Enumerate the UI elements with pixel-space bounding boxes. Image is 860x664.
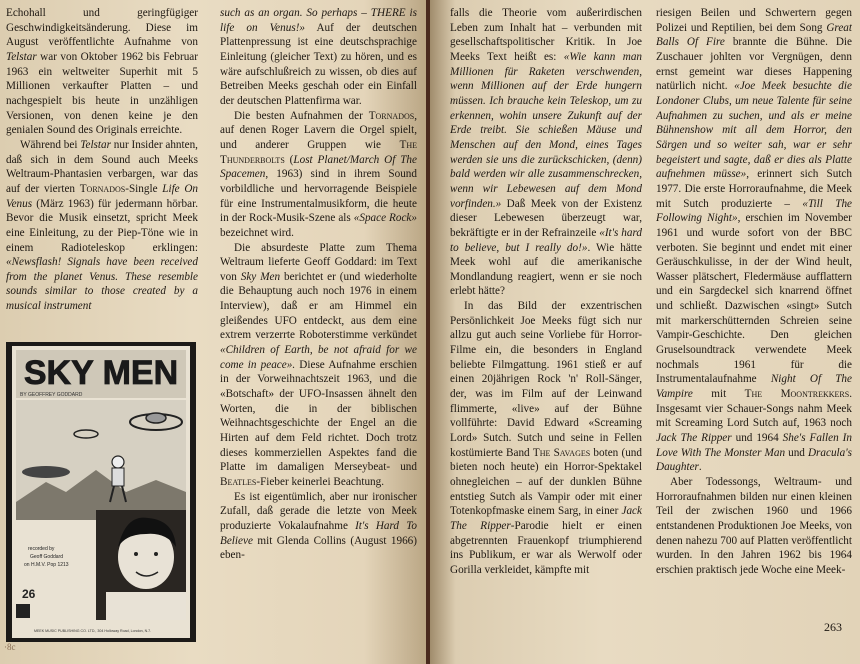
artist-caption: Geoff Goddard <box>30 554 63 560</box>
margin-mark: ·8c <box>4 642 16 652</box>
song-title: Great Balls Of Fire <box>656 21 852 49</box>
band-name: Tornados <box>79 182 126 195</box>
song-title: Telstar <box>6 50 37 63</box>
paragraph <box>220 109 417 241</box>
quote: «Joe Meek besuchte die Londoner Clubs, um neue Talente für seine Aufnahmen zu suchen, und als er meine Bühnenshow mit all dem Horror, den Särgen und so weiter sah, war er sehr begeistert und sagte, daß er dies als Platte aufnehmen müsse» <box>656 80 852 181</box>
text-run: Die besten Aufnahmen der <box>234 109 369 122</box>
page-number: 263 <box>824 620 842 634</box>
text-run: Die absurdeste Platte zum Thema Weltraum lieferte Geoff Goddard: im Text von <box>220 241 417 283</box>
song-title: She's Fallen In Love With The Monster Man <box>656 432 852 459</box>
text-run: -Fieber keinerlei Beachtung. <box>256 476 385 488</box>
paragraph <box>220 490 417 563</box>
right-column-2 <box>656 6 852 616</box>
song-title: Telstar <box>80 138 111 151</box>
right-page <box>430 0 860 664</box>
text-run: Es ist eigentümlich, aber nur ironischer Zufall, daß gerade die letzte von Meek produzierte Vokalaufnahme <box>220 490 417 532</box>
text-run: und 1964 <box>731 432 783 445</box>
band-name: Beatles <box>220 476 257 488</box>
band-name: The Thunderbolts <box>220 138 417 166</box>
text-run: riesigen Beilen und Schwertern gegen Polizei und Reptilien, bei dem Song <box>656 7 852 34</box>
portrait-shirt <box>106 592 186 620</box>
text-run: nur Insider ahnten, daß sich in dem Sound auch Meeks Weltraum-Phantasien verbargen, war das auf der vierten <box>6 138 198 195</box>
text-run: , 1963) sind in ihrem Sound vorbildliche und hervorragende Beispiele für eine Instrumentalmusikform, die heute in der Rock-Musik-Szene als <box>220 168 417 225</box>
paragraph <box>450 299 642 577</box>
recorded-by-caption: recorded by <box>28 546 55 552</box>
text-run: . <box>698 461 702 474</box>
sheet-title: SKY MEN <box>23 354 179 392</box>
song-title: It's Hard To Believe <box>220 519 417 547</box>
paragraph <box>450 6 642 299</box>
song-title: Sky Men <box>240 270 281 283</box>
paragraph <box>656 6 852 475</box>
genre-name: «Space Rock» <box>353 212 417 225</box>
comic-drawing <box>6 342 196 642</box>
sheet-byline: BY GEOFFREY GODDARD <box>20 392 83 398</box>
sky-men-sheet-music-image <box>6 342 196 642</box>
publisher-footer: MEEK MUSIC PUBLISHING CO. LTD., 304 Holloway Road, London, N.7. <box>34 629 152 633</box>
text-run: , erschien im November 1961 und wurde sofort von der BBC verboten. Sie beginnt und endet mit einer Geräuschkulisse, in der der Wind heult, Wasser plätschert, Fledermäuse aufflattern und ein Sargdeckel sich knarrend öffnet und schließt. Dazwischen «singt» Sutch mit markerschütternden Schreien seine Vampir-Geschichte. Den gleichen Gruselsoundtrack verwendete Meek nochmals 1961 für die Instrumentalaufnahme <box>656 212 852 386</box>
paragraph <box>6 138 198 314</box>
paragraph <box>220 241 417 490</box>
lake-shape <box>22 466 70 478</box>
ufo-dome <box>146 413 166 423</box>
text-run: , auf denen Roger Lavern die Orgel spielt, und anderer Gruppen wie <box>220 109 417 151</box>
text-run: Auf der deutschen Plattenpressung ist eine deutschsprachige Einleitung (gleicher Text) zu hören, und es wäre aufschlußreich zu wissen, ob dies auf Betreiben Meeks geschah oder ein Einfall der deutschen Plattenfirma war. <box>220 21 417 107</box>
band-name: Tornados <box>368 109 415 122</box>
paragraph <box>220 6 417 109</box>
portrait-eye <box>154 552 158 556</box>
text-run: bezeichnet wird. <box>220 226 294 239</box>
quote: «Children of Earth, be not afraid for we come in peace». <box>220 344 417 371</box>
paragraph <box>6 6 198 138</box>
text-run: brannte die Bühne. Die Zuschauer johlten vor Vergnügen, denn ernst gemeint war dieses Happening natürlich nicht. <box>656 36 852 93</box>
text-run: Echohall und geringfügiger Geschwindigkeitsänderung. Diese im August veröffentlichte Aufnahme von <box>6 7 198 49</box>
portrait-eye <box>134 552 138 556</box>
left-column-1 <box>6 6 198 342</box>
text-run: In das Bild der exzentrischen Persönlichkeit Joe Meeks fügt sich nur allzu gut auch seine Vorliebe für Horror-Filme ein, die besonders in England beliebte Filmgattung. 1961 stieß er auf einen 20jährigen Rock 'n' Roll-Sänger, der, was im Film auf der Leinwand flimmerte, «live» auf der Bühne vollführte: David Edward «Screaming Lord» Sutch. Sutch und seine in Fellen kostümierte Band <box>450 300 642 459</box>
left-column-2 <box>220 6 417 654</box>
text-run: ( <box>284 153 294 166</box>
text-run: (März 1963) für jedermann hörbar. Bevor die Musik einsetzt, spricht Meek eine Einleitung, zu der Piep-Töne wie in einem Radioteleskop erklingen: <box>6 197 198 254</box>
text-run: mit <box>692 388 745 401</box>
text-run: falls die Theorie vom außerirdischen Leben zum Inhalt hat – verbunden mit gesellschaftspolitischer Kritik. In Joe Meeks Text heißt es: <box>450 7 642 63</box>
song-title: Jack The Ripper <box>450 505 642 532</box>
astronaut-helmet <box>112 456 124 468</box>
text-run: boten (und bieten noch heute) ein Horror-Spektakel ohnegleichen – auf der dunklen Bühne entstieg Sutch als Vampir oder mit einer Totenkopfmaske einem Sarg, in einer <box>450 446 642 518</box>
sheet-number: 26 <box>22 587 36 601</box>
quote: «Wie kann man Millionen für Raketen verschwenden, wenn Millionen auf der Erde hungern müssen. Ich brauche kein Teleskop, um zu erkennen, wohin unsere Zukunft auf der Erde treibt. Sie schießen Mäuse und Menschen auf den Mond, eines Tages werden sie uns die zurückschicken, (denn) bald werden wir alle zusammenschrecken, wenn wir Lebewesen auf dem Mond vorfinden.» <box>450 50 642 210</box>
song-title: Jack The Ripper <box>656 432 732 445</box>
label-caption: on H.M.V. Pop 1213 <box>24 562 69 568</box>
text-run: . Wie hätte Meek wohl auf die amerikanische Mondlandung reagiert, wenn er sie noch erlebt hätte? <box>450 241 642 298</box>
text-run: -Parodie hielt er einen abgetrennten Frauenkopf triumphierend ins Publikum, er war als Werwolf oder Gorilla verkleidet, kämpfte mit <box>450 519 642 576</box>
song-title: Dracula's Daughter <box>656 446 852 474</box>
left-page <box>0 0 428 664</box>
song-title: «Till The Following Night» <box>656 197 852 225</box>
band-name: The Moontrekkers <box>744 388 850 401</box>
quote: «Newsflash! Signals have been received from the planet Venus. These resemble sounds similar to those created by a musical instrument <box>6 256 198 313</box>
paragraph: Aber Todessongs, Weltraum- und Horroraufnahmen bilden nur einen kleinen Teil der zwischen 1960 und 1966 entstandenen Produktionen Joe Meeks, von denen nahezu 700 auf Platten veröffentlicht wurden. In den Jahren 1962 bis 1964 erschien praktisch jede Woche eine Meek- <box>656 476 852 576</box>
quote: such as an organ. So perhaps – THERE is life on Venus!» <box>220 7 417 34</box>
quote: «It's hard to believe, but I really do!» <box>450 226 642 254</box>
text-run: . Insgesamt vier Schauer-Songs nahm Meek mit Screaming Lord Sutch auf, 1963 noch <box>656 388 852 430</box>
text-run: Daß Meek von der Existenz dieser Lebewesen überzeugt war, bekräftigte er in der Refrainzeile <box>450 197 642 239</box>
text-run: berichtet er (und wiederholte die Behauptung auch noch 1976 in einem Interview), daß er am Himmel ein gleißendes UFO entdeckt, aus dem eine extrem verzerrte Roboterstimme verkündet <box>220 270 417 342</box>
text-run: -Single <box>125 182 163 195</box>
text-run: Während bei <box>20 138 81 151</box>
song-title: Night Of The Vampire <box>656 373 852 401</box>
band-name: The Savages <box>532 446 591 459</box>
text-run: und <box>785 446 808 459</box>
text-run: war von Oktober 1962 bis Februar 1963 ein weltweiter Superhit mit 5 Millionen verkaufter Platten – und nachgespielt bis heute in unzähligen Versionen, von denen keine je den genialen Sound des Originals erreichte. <box>6 50 198 137</box>
text-run: mit Glenda Collins (August 1966) eben- <box>220 534 417 562</box>
publisher-logo <box>16 604 30 618</box>
song-title: Lost Planet/March Of The Spacemen <box>220 153 417 181</box>
astronaut-body <box>112 468 124 486</box>
right-column-1 <box>450 6 642 654</box>
text-run: Diese Aufnahme erschien in der Vorweihnachtszeit 1963, und die «Botschaft» der UFO-Insassen ähnelt den Worten, die in der biblischen Weihnachtsgeschichte der Engel an die Hirten auf dem Feld richtet. Doch trotz dieses kommerziellen Aspektes fand die Platte im damaligen Merseybeat- und <box>220 358 417 474</box>
song-title: Life On Venus <box>6 182 198 210</box>
text-run: , erinnert sich Sutch 1977. Die erste Horroraufnahme, die Meek mit Sutch produzierte – <box>656 168 852 210</box>
